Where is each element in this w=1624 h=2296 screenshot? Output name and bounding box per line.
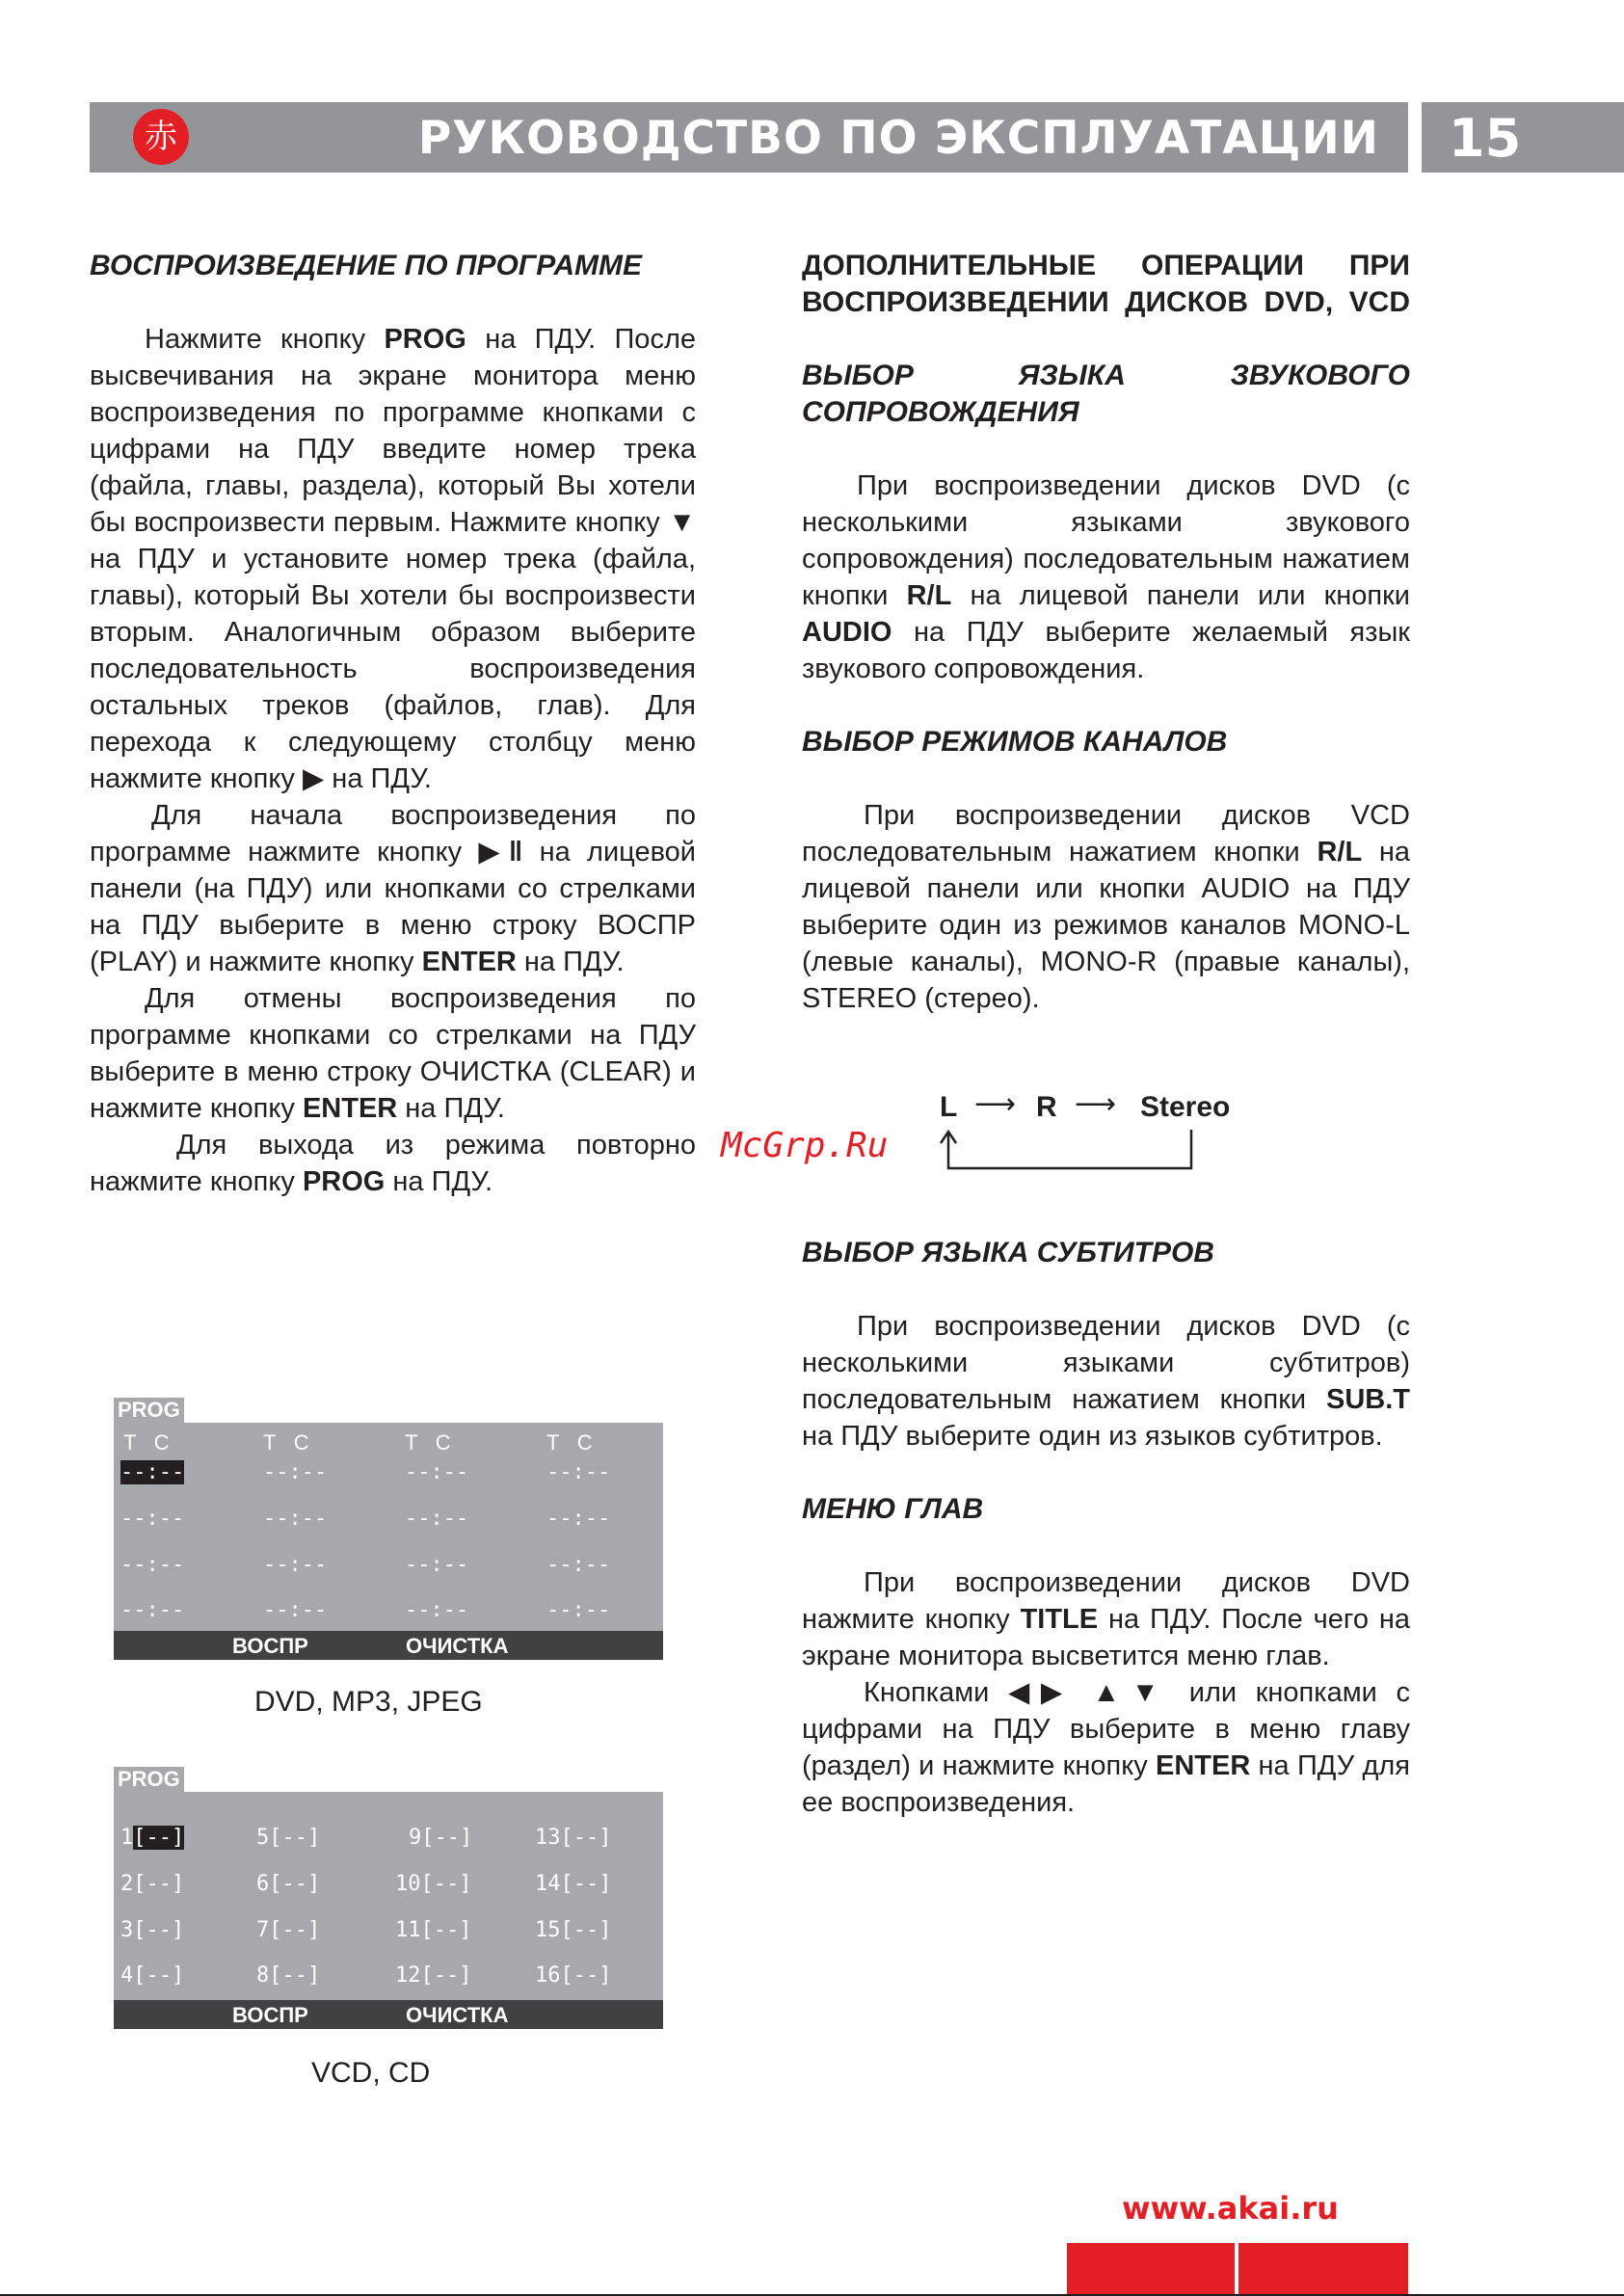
osd-cell[interactable]: --:-- — [405, 1598, 469, 1622]
osd-prog-tab: PROG — [114, 1767, 184, 1792]
osd-cell[interactable]: --:-- — [546, 1460, 611, 1484]
footer-red-bar — [1238, 2243, 1408, 2296]
osd-clear-button[interactable]: ОЧИСТКА — [406, 1634, 509, 1658]
osd-track-slot[interactable]: 10[--] — [395, 1872, 472, 1896]
osd-cell[interactable]: --:-- — [546, 1507, 611, 1531]
right-arrow-icon: ⟶ — [1075, 1088, 1117, 1120]
osd-track-slot[interactable]: 6[--] — [256, 1872, 321, 1896]
loop-back-arrow-icon — [935, 1128, 1195, 1176]
subsection-heading: ВЫБОР ЯЗЫКА ЗВУКОВОГО СОПРОВОЖДЕНИЯ — [802, 360, 1410, 428]
paragraph: При воспроизведении дисков DVD (с несколькими языками звукового сопровождения) последовательным нажатием кнопки R/L на лицевой панели или кнопки AUDIO на ПДУ выберите желаемый язык звукового сопровождения. — [802, 470, 1410, 684]
up-down-arrows-icon: ▲▼ — [1092, 1677, 1171, 1708]
osd-caption: DVD, MP3, JPEG — [254, 1686, 483, 1718]
osd-track-slot-selected[interactable]: 1[--] — [120, 1826, 185, 1850]
left-right-arrows-icon: ◀▶ — [1008, 1677, 1074, 1708]
osd-cell[interactable]: --:-- — [263, 1507, 328, 1531]
paragraph: Кнопками ◀▶ ▲▼ или кнопками с цифрами на ПДУ выберите в меню главу (раздел) и нажмите кнопку ENTER на ПДУ для ее воспроизведения. — [802, 1677, 1411, 1818]
osd-bottom-bar — [114, 2000, 663, 2029]
osd-track-slot[interactable]: 11[--] — [395, 1918, 472, 1942]
osd-cell-selected[interactable]: --:-- — [120, 1460, 185, 1484]
osd-program-menu-vcd — [114, 1792, 663, 2029]
subsection-heading: ВЫБОР ЯЗЫКА СУБТИТРОВ — [802, 1237, 1214, 1268]
osd-play-button[interactable]: ВОСПР — [232, 2003, 308, 2027]
paragraph: Для отмены воспроизведения по программе кнопками со стрелками на ПДУ выберите в меню строку ОЧИСТКА (CLEAR) и нажмите кнопку ENTER на ПДУ. — [90, 983, 696, 1124]
page-number: 15 — [1449, 108, 1522, 169]
osd-track-slot[interactable]: 16[--] — [535, 1963, 612, 1988]
osd-track-slot[interactable]: 4[--] — [120, 1963, 185, 1988]
osd-cell[interactable]: --:-- — [120, 1598, 185, 1622]
page-title: РУКОВОДСТВО ПО ЭКСПЛУАТАЦИИ — [417, 112, 1379, 165]
right-column — [802, 248, 1410, 1017]
osd-track-slot[interactable]: 12[--] — [395, 1963, 472, 1988]
right-arrow-icon: ⟶ — [974, 1088, 1017, 1120]
osd-cell[interactable]: --:-- — [546, 1553, 611, 1577]
diagram-label-l: L — [940, 1091, 958, 1123]
osd-track-slot[interactable]: 2[--] — [120, 1872, 185, 1896]
subsection-heading: МЕНЮ ГЛАВ — [802, 1493, 984, 1525]
osd-track-slot[interactable]: 5[--] — [256, 1826, 321, 1850]
osd-program-menu-dvd: T C T C T C T C --:-- --:-- --:-- --:-- --:-- --:-- --:-- --:-- --:-- --:-- --:-- --:-- --:-- --:-- --:-- --:-- ВОСПР ОЧИСТКА — [114, 1423, 663, 1660]
left-column — [90, 248, 696, 1200]
osd-cell[interactable]: --:-- — [263, 1553, 328, 1577]
paragraph: При воспроизведении дисков DVD (с несколькими языками субтитров) последовательным нажатием кнопки SUB.T на ПДУ выберите один из языков субтитров. — [802, 1311, 1410, 1452]
osd-track-slot[interactable]: 7[--] — [256, 1918, 321, 1942]
osd-bottom-bar — [114, 1631, 663, 1660]
osd-track-slot[interactable]: 9[--] — [409, 1826, 473, 1850]
akai-logo: 赤 — [133, 109, 189, 165]
osd-cell[interactable]: --:-- — [120, 1553, 185, 1577]
footer-website-link[interactable]: www.akai.ru — [1122, 2190, 1339, 2227]
paragraph: Для выхода из режима повторно нажмите кнопку PROG на ПДУ. — [90, 1130, 696, 1197]
osd-cell[interactable]: --:-- — [405, 1553, 469, 1577]
osd-cell[interactable]: --:-- — [263, 1460, 328, 1484]
subsection-heading: ВЫБОР РЕЖИМОВ КАНАЛОВ — [802, 726, 1228, 758]
paragraph: Нажмите кнопку PROG на ПДУ. После высвечивания на экране монитора меню воспроизведения по программе кнопками с цифрами на ПДУ введите номер трека (файла, главы, раздела), который Вы хотели бы воспроизвести первым. Нажмите кнопку ▼ на ПДУ и установите номер трека (файла, главы), который Вы хотели бы воспроизвести вторым. Аналогичным образом выберите последовательность воспроизведения остальных треков (файлов, глав). Для перехода к следующему столбцу меню нажмите кнопку ▶ на ПДУ. — [90, 324, 696, 794]
osd-prog-tab: PROG — [114, 1398, 184, 1423]
osd-cell[interactable]: --:-- — [405, 1507, 469, 1531]
diagram-label-stereo: Stereo — [1140, 1091, 1231, 1123]
footer-red-bar — [1067, 2243, 1235, 2296]
diagram-label-r: R — [1036, 1091, 1057, 1123]
play-pause-icon: ▶‖ — [478, 837, 523, 868]
osd-play-button[interactable]: ВОСПР — [232, 1634, 308, 1658]
osd-cell[interactable]: --:-- — [263, 1598, 328, 1622]
watermark: McGrp.Ru — [721, 1126, 889, 1165]
right-column-lower — [802, 1235, 1410, 1821]
osd-clear-button[interactable]: ОЧИСТКА — [406, 2003, 509, 2027]
osd-track-slot[interactable]: 13[--] — [535, 1826, 612, 1850]
paragraph: При воспроизведении дисков VCD последовательным нажатием кнопки R/L на лицевой панели или кнопки AUDIO на ПДУ выберите один из режимов каналов MONO-L (левые каналы), MONO-R (правые каналы), STEREO (стерео). — [802, 800, 1411, 1014]
osd-track-slot[interactable]: 3[--] — [120, 1918, 185, 1942]
down-arrow-icon: ▼ — [668, 507, 696, 538]
section-heading: ДОПОЛНИТЕЛЬНЫЕ ОПЕРАЦИИ ПРИ ВОСПРОИЗВЕДЕНИИ ДИСКОВ DVD, VCD — [802, 250, 1410, 318]
osd-cell[interactable]: --:-- — [120, 1507, 185, 1531]
paragraph: Для начала воспроизведения по программе нажмите кнопку ▶‖ на лицевой панели (на ПДУ) или кнопками со стрелками на ПДУ выберите в меню строку ВОСПР (PLAY) и нажмите кнопку ENTER на ПДУ. — [90, 800, 696, 977]
section-heading: ВОСПРОИЗВЕДЕНИЕ ПО ПРОГРАММЕ — [90, 250, 642, 281]
osd-track-slot[interactable]: 8[--] — [256, 1963, 321, 1988]
osd-track-slot[interactable]: 14[--] — [535, 1872, 612, 1896]
osd-cell[interactable]: --:-- — [405, 1460, 469, 1484]
osd-caption: VCD, CD — [311, 2057, 431, 2089]
osd-track-slot[interactable]: 15[--] — [535, 1918, 612, 1942]
osd-cell[interactable]: --:-- — [546, 1598, 611, 1622]
play-arrow-icon: ▶ — [302, 763, 325, 794]
paragraph: При воспроизведении дисков DVD нажмите кнопку TITLE на ПДУ. После чего на экране монитора высветится меню глав. — [802, 1567, 1410, 1671]
